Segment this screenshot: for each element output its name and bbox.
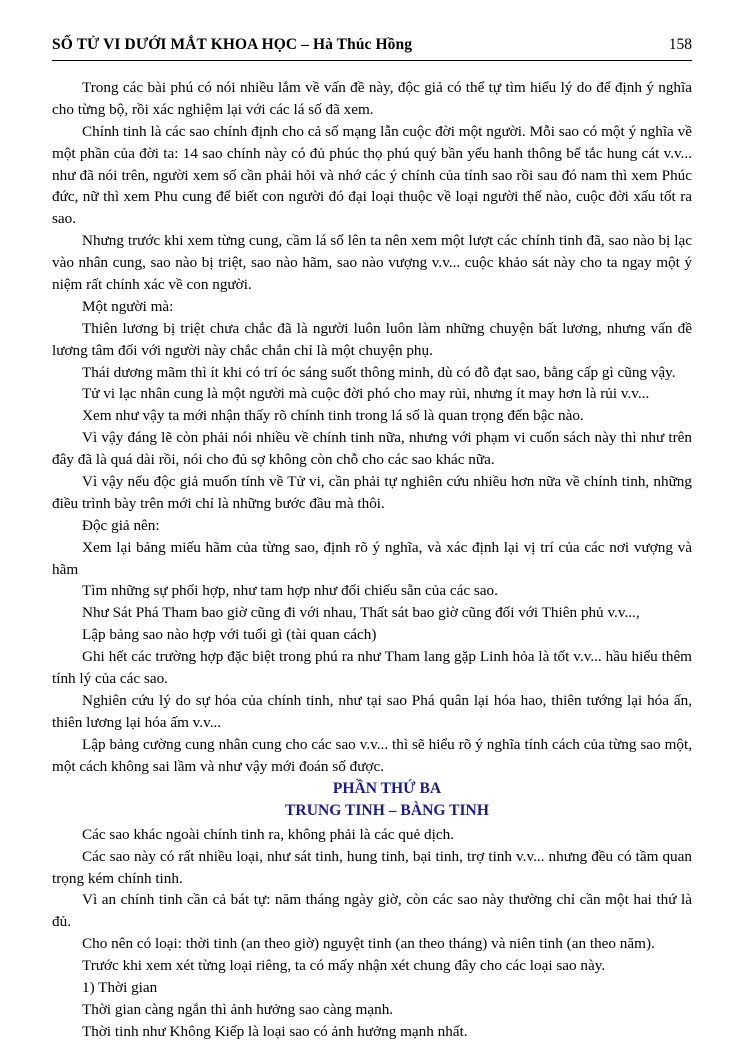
- section-heading-secondary: TRUNG TINH – BÀNG TINH: [285, 801, 489, 819]
- header-title: SỐ TỬ VI DƯỚI MẮT KHOA HỌC – Hà Thúc Hồng: [52, 36, 413, 53]
- paragraph: Thiên lương bị triệt chưa chắc đã là người luôn luôn làm những chuyện bất lương, nhưng vấn đề lương tâm đối với người này chắc chắn chỉ là một chuyện phụ.: [52, 319, 692, 359]
- paragraph: Vì an chính tinh cần cả bát tự: năm tháng ngày giờ, còn các sao này thường chỉ cần một hai thứ là đủ.: [52, 891, 692, 931]
- paragraph: Thời tinh như Không Kiếp là loại sao có ảnh hưởng mạnh nhất.: [82, 1022, 468, 1040]
- paragraph: Nghiên cứu lý do sự hóa của chính tinh, như tại sao Phá quân lại hóa hao, thiên tướng lại hóa ấn, thiên lương lại hóa ấm v.v...: [52, 691, 692, 731]
- paragraph: Các sao này có rất nhiều loại, như sát tinh, hung tinh, bại tinh, trợ tinh v.v... nhưng đều có tầm quan trọng kém chính tinh.: [52, 847, 692, 887]
- paragraph: Một người mà:: [82, 297, 174, 315]
- paragraph: Thời gian càng ngắn thì ảnh hưởng sao càng mạnh.: [82, 1000, 394, 1018]
- page-header: [52, 36, 692, 61]
- paragraph: Vì vậy nếu độc giả muốn tính về Tử vi, cần phải tự nghiên cứu nhiều hơn nữa về chính tinh, những điều trình bày trên mới chỉ là những bước đầu mà thôi.: [52, 473, 692, 512]
- paragraph: Như Sát Phá Tham bao giờ cũng đi với nhau, Thất sát bao giờ cũng đối với Thiên phủ v.v...,: [82, 604, 640, 622]
- page-number: 158: [668, 36, 692, 53]
- paragraph: Tìm những sự phối hợp, như tam hợp như đối chiếu sẵn của các sao.: [82, 582, 498, 600]
- paragraph: Lập bảng cường cung nhân cung cho các sao v.v... thì sẽ hiểu rõ ý nghĩa tính cách của từng sao một, một cách không sai lầm và như vậy mới đoán số được.: [52, 735, 692, 775]
- paragraph: Độc giả nên:: [82, 516, 160, 534]
- paragraph: Vì vậy đáng lẽ còn phải nói nhiều về chính tinh nữa, nhưng với phạm vi cuốn sách này thì như trên đây đã là quá dài rồi, nói cho đủ sợ không còn chỗ cho các sao khác nữa.: [52, 429, 692, 469]
- paragraph: Trước khi xem xét từng loại riêng, ta có mấy nhận xét chung đây cho các loại sao này.: [82, 957, 606, 975]
- paragraph: Trong các bài phú có nói nhiều lắm về vấn đề này, độc giả có thể tự tìm hiểu lý do để định ý nghĩa cho từng bộ, rồi xác nghiệm lại với các lá số đã xem.: [52, 79, 692, 118]
- paragraph: Cho nên có loại: thời tinh (an theo giờ) nguyệt tinh (an theo tháng) và niên tinh (an theo năm).: [82, 935, 655, 953]
- paragraph: Ghi hết các trường hợp đặc biệt trong phú ra như Tham lang gặp Linh hỏa là tốt v.v... hầu hiểu thêm tính lý của các sao.: [52, 648, 692, 688]
- paragraph: Các sao khác ngoài chính tinh ra, không phải là các quẻ dịch.: [82, 825, 454, 843]
- paragraph: Xem như vậy ta mới nhận thấy rõ chính tinh trong lá số là quan trọng đến bậc nào.: [82, 407, 584, 425]
- paragraph: Chính tinh là các sao chính định cho cả số mạng lẫn cuộc đời một người. Mỗi sao có một ý nghĩa về một phần của đời ta: 14 sao chính này có đủ phúc thọ phú quý bần yểu hanh thông bế tắc hung cát v.v... như đã nói trên, người xem số cần phải hỏi và nhớ các ý chính của tính sao rồi sau đó nam thì xem Phúc đức, nữ thì xem Phu cung để biết con người đó đại loại thuộc về loại người thế nào, cuộc đời xấu tốt ra sao.: [52, 122, 692, 228]
- paragraph: Lập bảng sao nào hợp với tuổi gì (tài quan cách): [82, 626, 377, 644]
- paragraph: Thái dương mãm thì ít khi có trí óc sáng suốt thông minh, dù có đỗ đạt sao, bằng cấp gì cũng vậy.: [82, 363, 676, 381]
- paragraph: Xem lại bảng miếu hãm của từng sao, định rõ ý nghĩa, và xác định lại vị trí của các nơi vượng và hãm: [52, 538, 692, 578]
- section-heading-primary: PHẦN THỨ BA: [332, 779, 442, 797]
- paragraph: Nhưng trước khi xem từng cung, cầm lá số lên ta nên xem một lượt các chính tinh đã, sao nào bị lạc vào nhân cung, sao nào bị triệt, sao nào hãm, sao nào vượng v.v... cuộc khảo sát này cho ta ngay một ý niệm rất chính xác về con người.: [52, 232, 692, 294]
- page-body: [52, 77, 692, 1043]
- numbered-list-item: 1) Thời gian: [82, 979, 158, 997]
- paragraph: Tử vi lạc nhân cung là một người mà cuộc đời phó cho may rủi, nhưng ít may hơn là rủi v.v...: [82, 385, 650, 403]
